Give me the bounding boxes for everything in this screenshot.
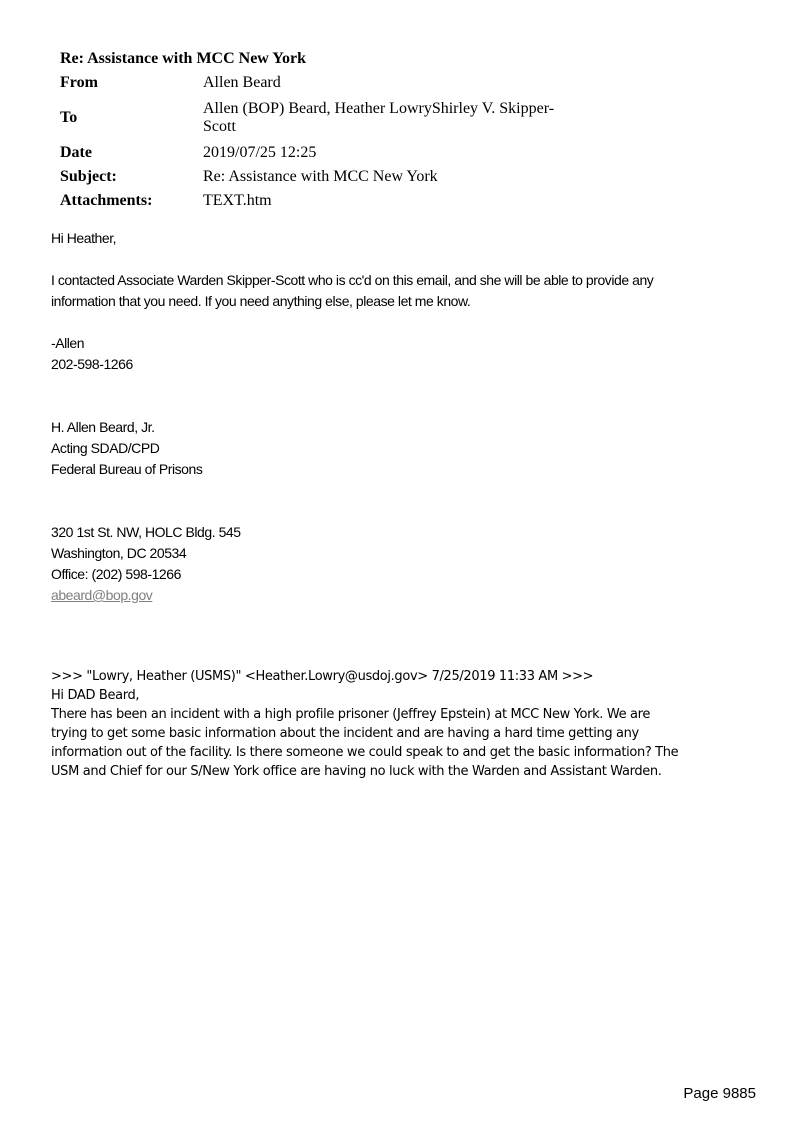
page-number: Page 9885 — [683, 1085, 756, 1102]
to-value — [203, 95, 623, 141]
to-label: To — [60, 109, 78, 126]
email-body — [51, 228, 751, 606]
subject-label: Subject: — [60, 168, 117, 185]
subject-value: Re: Assistance with MCC New York — [203, 168, 438, 185]
attachments-label: Attachments: — [60, 192, 153, 209]
meta-row-attachments — [58, 189, 623, 213]
signature-name: H. Allen Beard, Jr. — [51, 419, 155, 435]
from-value: Allen Beard — [203, 74, 281, 91]
attachments-value[interactable]: TEXT.htm — [203, 192, 272, 209]
quoted-header-line: >>> "Lowry, Heather (USMS)" <Heather.Lowry@usdoj.gov> 7/25/2019 11:33 AM >>> — [51, 669, 594, 684]
quoted-greeting: Hi DAD Beard, — [51, 688, 140, 703]
meta-row-subject — [58, 165, 623, 189]
to-value-line2: Scott — [203, 118, 236, 135]
signature-org: Federal Bureau of Prisons — [51, 461, 203, 477]
quoted-line2: trying to get some basic information about the incident and are having a hard time getting any — [51, 726, 639, 741]
office-phone: Office: (202) 598-1266 — [51, 566, 181, 582]
quoted-line1: There has been an incident with a high profile prisoner (Jeffrey Epstein) at MCC New York. We are — [51, 707, 651, 722]
quoted-message — [51, 667, 771, 781]
address-line1: 320 1st St. NW, HOLC Bldg. 545 — [51, 524, 241, 540]
from-label: From — [60, 74, 98, 91]
greeting: Hi Heather, — [51, 230, 117, 246]
body-paragraph-line2: information that you need. If you need anything else, please let me know. — [51, 293, 471, 309]
email-header — [58, 48, 698, 213]
quoted-line3: information out of the facility. Is there someone we could speak to and get the basic information? The — [51, 745, 679, 760]
signature-title: Acting SDAD/CPD — [51, 440, 160, 456]
address-line2: Washington, DC 20534 — [51, 545, 187, 561]
to-value-line1: Allen (BOP) Beard, Heather LowryShirley V. Skipper- — [203, 100, 555, 117]
quoted-line4: USM and Chief for our S/New York office are having no luck with the Warden and Assistant Warden. — [51, 764, 662, 779]
meta-row-date — [58, 141, 623, 165]
meta-row-to — [58, 95, 623, 141]
email-subject-title: Re: Assistance with MCC New York — [60, 50, 307, 67]
signoff-phone: 202-598-1266 — [51, 356, 133, 372]
email-link[interactable]: abeard@bop.gov — [51, 587, 153, 603]
email-meta-table — [58, 71, 623, 213]
body-paragraph-line1: I contacted Associate Warden Skipper-Scott who is cc'd on this email, and she will be able to provide any — [51, 272, 654, 288]
meta-row-from — [58, 71, 623, 95]
date-value: 2019/07/25 12:25 — [203, 144, 317, 161]
signoff: -Allen — [51, 335, 85, 351]
date-label: Date — [60, 144, 92, 161]
